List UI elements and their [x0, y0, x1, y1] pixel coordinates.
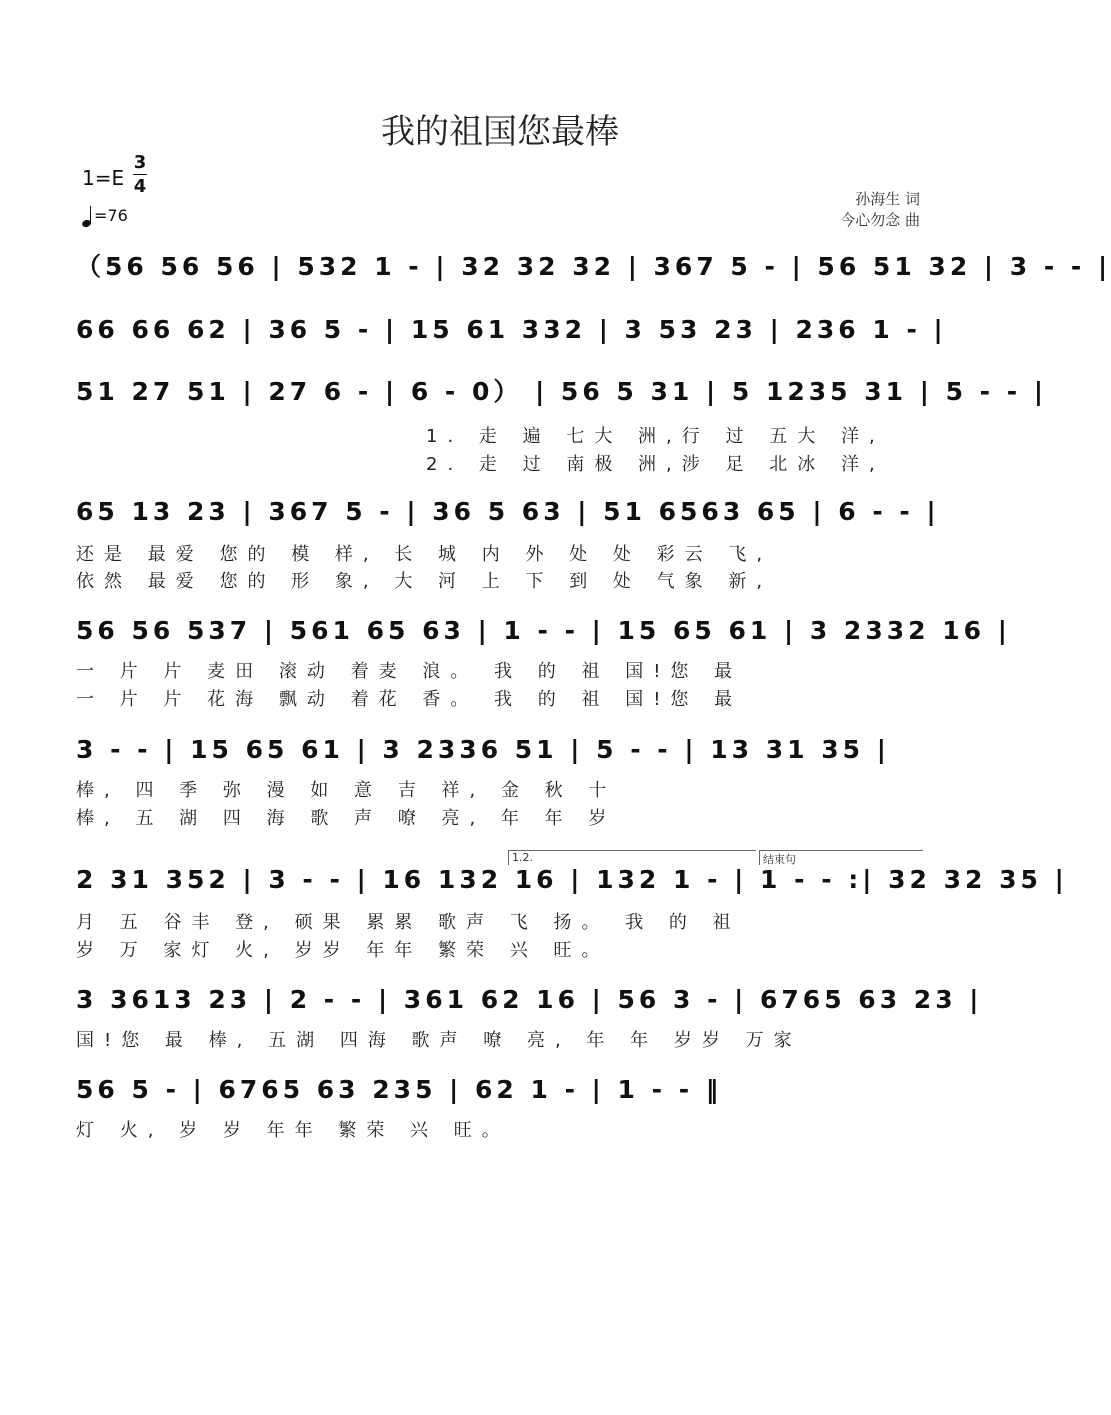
volta-bracket-1: 1.2.: [508, 850, 756, 865]
lyric-line-2: 依然 最爱 您的 形 象, 大 河 上 下 到 处 气象 新,: [76, 571, 773, 592]
lyric-line-1: 国!您 最 棒, 五湖 四海 歌声 嘹 亮, 年 年 岁岁 万家: [76, 1030, 802, 1051]
score-row-2: [76, 310, 947, 366]
notation-line: （56 56 56 | 532 1 - | 32 32 32 | 367 5 - | 56 51 32 | 3 - - |: [76, 252, 1111, 281]
tempo-marking: [82, 205, 128, 227]
verse-2-lyric: 2. 走 过 南极 洲,涉 足 北冰 洋,: [426, 454, 885, 475]
score-row-9: [76, 1070, 924, 1141]
time-signature: [133, 152, 147, 197]
notation-line: 3 3613 23 | 2 - - | 361 62 16 | 56 3 - | 6765 63 23 |: [76, 985, 983, 1014]
lyric-line-1: 一 片 片 麦田 滚动 着麦 浪。 我 的 祖 国!您 最: [76, 661, 743, 682]
notation-line: 66 66 62 | 36 5 - | 15 61 332 | 3 53 23 | 236 1 - |: [76, 315, 947, 344]
score-row-8: [76, 980, 983, 1051]
verse-1-lyric: 1. 走 遍 七大 洲,行 过 五大 洋,: [426, 426, 885, 447]
score-row-6: [76, 730, 924, 829]
lyric-line-1: 灯 火, 岁 岁 年年 繁荣 兴 旺。: [76, 1120, 510, 1141]
lyric-line-2: 一 片 片 花海 飘动 着花 香。 我 的 祖 国!您 最: [76, 689, 743, 710]
notation-line: 56 56 537 | 561 65 63 | 1 - - | 15 65 61 | 3 2332 16 |: [76, 616, 1011, 645]
notation-line: 51 27 51 | 27 6 - | 6 - 0） | 56 5 31 | 5 1235 31 | 5 - - |: [76, 377, 1047, 406]
lyric-line-1: 月 五 谷丰 登, 硕果 累累 歌声 飞 扬。 我 的 祖: [76, 912, 741, 933]
lyric-line-2: 岁 万 家灯 火, 岁岁 年年 繁荣 兴 旺。: [76, 940, 610, 961]
lyric-line-1: 还是 最爱 您的 模 样, 长 城 内 外 处 处 彩云 飞,: [76, 544, 773, 565]
score-row-3: [76, 372, 1047, 475]
composer-credit: 今心勿念 曲: [840, 211, 920, 229]
notation-line: 3 - - | 15 65 61 | 3 2336 51 | 5 - - | 13 31 35 |: [76, 735, 890, 764]
lyric-line-1: 棒, 四 季 弥 漫 如 意 吉 祥, 金 秋 十: [76, 780, 617, 801]
notation-line: 2 31 352 | 3 - - | 16 132 16 | 132 1 - | 1 - - :| 32 32 35 |: [76, 865, 1068, 894]
key-signature: 1=E: [82, 166, 125, 190]
tempo-value: =76: [94, 206, 128, 225]
meter-top: 3: [133, 152, 147, 173]
notation-line: 65 13 23 | 367 5 - | 36 5 63 | 51 6563 65 | 6 - - |: [76, 497, 940, 526]
meter-bottom: 4: [133, 176, 147, 197]
song-title: 我的祖国您最棒: [381, 112, 619, 152]
lyricist-credit: 孙海生 词: [855, 190, 920, 208]
quarter-note-icon: [82, 205, 94, 227]
notation-line: 56 5 - | 6765 63 235 | 62 1 - | 1 - - ‖: [76, 1075, 723, 1104]
score-row-4: [76, 492, 940, 592]
meter-fraction-bar: [133, 174, 147, 175]
score-row-1: [76, 247, 1111, 303]
lyric-line-2: 棒, 五 湖 四 海 歌 声 嘹 亮, 年 年 岁: [76, 808, 617, 829]
volta-bracket-ending: 结束句: [759, 850, 923, 865]
score-row-7: [76, 851, 1068, 961]
score-row-5: [76, 611, 1011, 710]
